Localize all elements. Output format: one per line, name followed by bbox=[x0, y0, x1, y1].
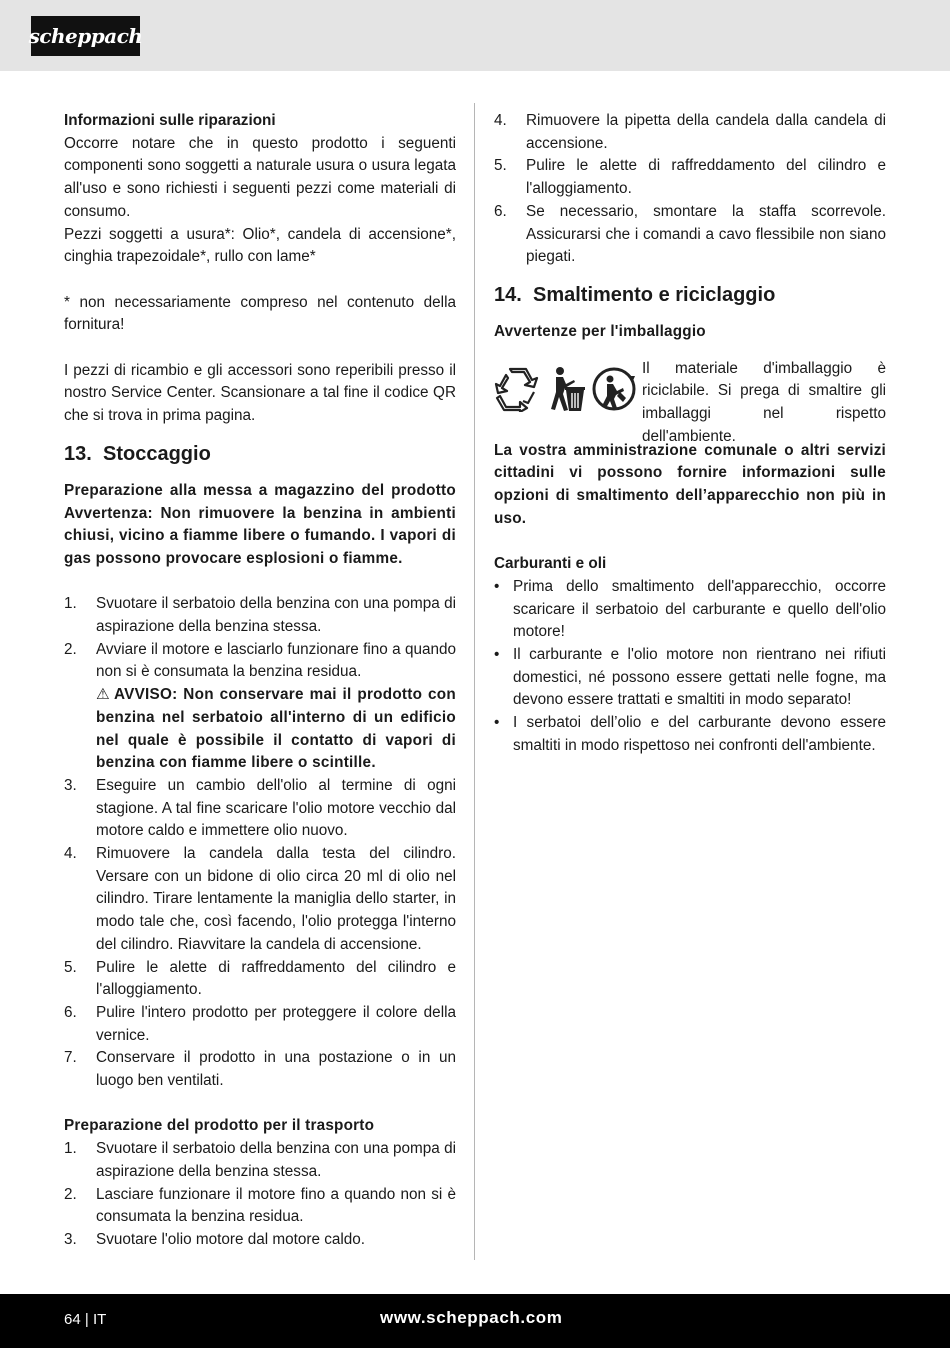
header-band bbox=[0, 0, 950, 71]
page-number: 64 | IT bbox=[64, 1311, 107, 1328]
list-item: 4. Rimuovere la pipetta della candela dalla candela di accensione. bbox=[494, 112, 886, 152]
list-item: 1. Svuotare il serbatoio della benzina con una pompa di aspirazione della benzina stessa. bbox=[64, 1140, 456, 1180]
packaging-block bbox=[494, 358, 886, 445]
brand-logo: scheppach bbox=[31, 16, 140, 56]
list-item: 1. Svuotare il serbatoio della benzina con una pompa di aspirazione della benzina stessa. bbox=[64, 595, 456, 636]
list-item: 5. Pulire le alette di raffreddamento del cilindro e l'alloggiamento. bbox=[64, 958, 456, 999]
list-item: 3. Eseguire un cambio dell'olio al termine di ogni stagione. A tal fine scaricare l'olio motore vecchio dal motore caldo e immettere olio nuovo. bbox=[64, 776, 456, 840]
column-divider bbox=[474, 103, 475, 1260]
repairs-paragraph-2: Pezzi soggetti a usura*: Olio*, candela di accensione*, cinghia trapezoidale*, rullo con lame* bbox=[64, 225, 456, 266]
recycling-person-icon bbox=[590, 366, 638, 412]
list-item: 2. Avviare il motore e lasciarlo funzionare fino a quando non si è consumata la benzina residua. ⚠ AVVISO: Non conservare mai il prodotto con benzina nel serbatoio all'interno di un edificio nel quale è possibile il contatto di vapori di benzina con fiamme libere o scintille. bbox=[64, 639, 456, 775]
repairs-paragraph-3: I pezzi di ricambio e gli accessori sono reperibili presso il nostro Service Center. Scansionare a tal fine il codice QR che si trova in prima pagina. bbox=[64, 361, 456, 425]
storage-steps-continued-list bbox=[494, 110, 886, 269]
list-item: 7. Conservare il prodotto in una postazione o in un luogo ben ventilati. bbox=[64, 1049, 456, 1090]
storage-steps-list bbox=[64, 593, 456, 1092]
fuels-title: Carburanti e oli bbox=[494, 555, 607, 573]
list-item: 3. Svuotare l'olio motore dal motore caldo. bbox=[64, 1230, 366, 1248]
storage-notice: ⚠ AVVISO: Non conservare mai il prodotto con benzina nel serbatoio all'interno di un edificio nel quale è possibile il contatto di vapori di benzina con fiamme libere o scintille. bbox=[96, 686, 456, 772]
list-item: 2. Lasciare funzionare il motore fino a quando non si è consumata la benzina residua. bbox=[64, 1185, 456, 1226]
list-item: • I serbatoi dell’olio e del carburante devono essere smaltiti in modo rispettoso nei confronti dell'ambiente. bbox=[494, 714, 886, 754]
list-item: 5. Pulire le alette di raffreddamento del cilindro e l'alloggiamento. bbox=[494, 157, 886, 198]
fuels-bullet-list bbox=[494, 576, 886, 758]
list-item: 4. Rimuovere la candela dalla testa del cilindro. Versare con un bidone di olio circa 20 ml di olio nel cilindro. Tirare lentamente la maniglia dello starter, in modo tale che, così facendo, l'olio protegga l'interno del cilindro. Riavvitare la candela di accensione. bbox=[64, 845, 456, 953]
warning-triangle-icon: ⚠ bbox=[96, 686, 110, 704]
left-column bbox=[64, 110, 456, 1252]
right-column bbox=[494, 110, 886, 757]
repairs-paragraph-1: Occorre notare che in questo prodotto i seguenti componenti sono soggetti a naturale usura o usura legata all'uso e sono richiesti i seguenti pezzi come materiali di consumo. bbox=[64, 134, 456, 220]
list-item: • Il carburante e l'olio motore non rientrano nei rifiuti domestici, né possono essere gettati nelle fogne, ma devono essere trattati e smaltiti in modo separato! bbox=[494, 645, 886, 709]
municipal-info: La vostra amministrazione comunale o altri servizi cittadini vi possono fornire informazioni sulle opzioni di smaltimento dell’apparecchio non più in uso. bbox=[494, 441, 886, 527]
repairs-footnote: * non necessariamente compreso nel contenuto della fornitura! bbox=[64, 293, 456, 334]
recycle-icon bbox=[494, 366, 542, 412]
website-link[interactable]: www.scheppach.com bbox=[380, 1308, 563, 1327]
section-heading-storage: 13. Stoccaggio bbox=[64, 442, 211, 465]
list-item: 6. Pulire l'intero prodotto per proteggere il colore della vernice. bbox=[64, 1003, 456, 1044]
trash-bin-icon bbox=[546, 366, 586, 412]
list-item: 6. Se necessario, smontare la staffa scorrevole. Assicurarsi che i comandi a cavo flessibile non siano piegati. bbox=[494, 202, 886, 266]
packaging-text: Il materiale d'imballaggio è riciclabile. Si prega di smaltire gli imballaggi nel rispetto dell'ambiente. bbox=[642, 359, 886, 445]
repairs-title: Informazioni sulle riparazioni bbox=[64, 112, 276, 129]
disposal-icons bbox=[494, 364, 639, 414]
packaging-title: Avvertenze per l'imballaggio bbox=[494, 322, 706, 340]
transport-steps-list bbox=[64, 1138, 456, 1252]
section-heading-disposal: 14. Smaltimento e riciclaggio bbox=[494, 283, 776, 306]
transport-title: Preparazione del prodotto per il trasporto bbox=[64, 1117, 375, 1135]
storage-warning: Preparazione alla messa a magazzino del prodotto Avvertenza: Non rimuovere la benzina in ambienti chiusi, vicino a fiamme libere o fumando. I vapori di gas possono provocare esplosioni o fiamme. bbox=[64, 481, 456, 567]
list-item: • Prima dello smaltimento dell'apparecchio, occorre scaricare il serbatoio del carburante e quello dell'olio motore! bbox=[494, 577, 886, 641]
page-footer bbox=[0, 1294, 950, 1348]
